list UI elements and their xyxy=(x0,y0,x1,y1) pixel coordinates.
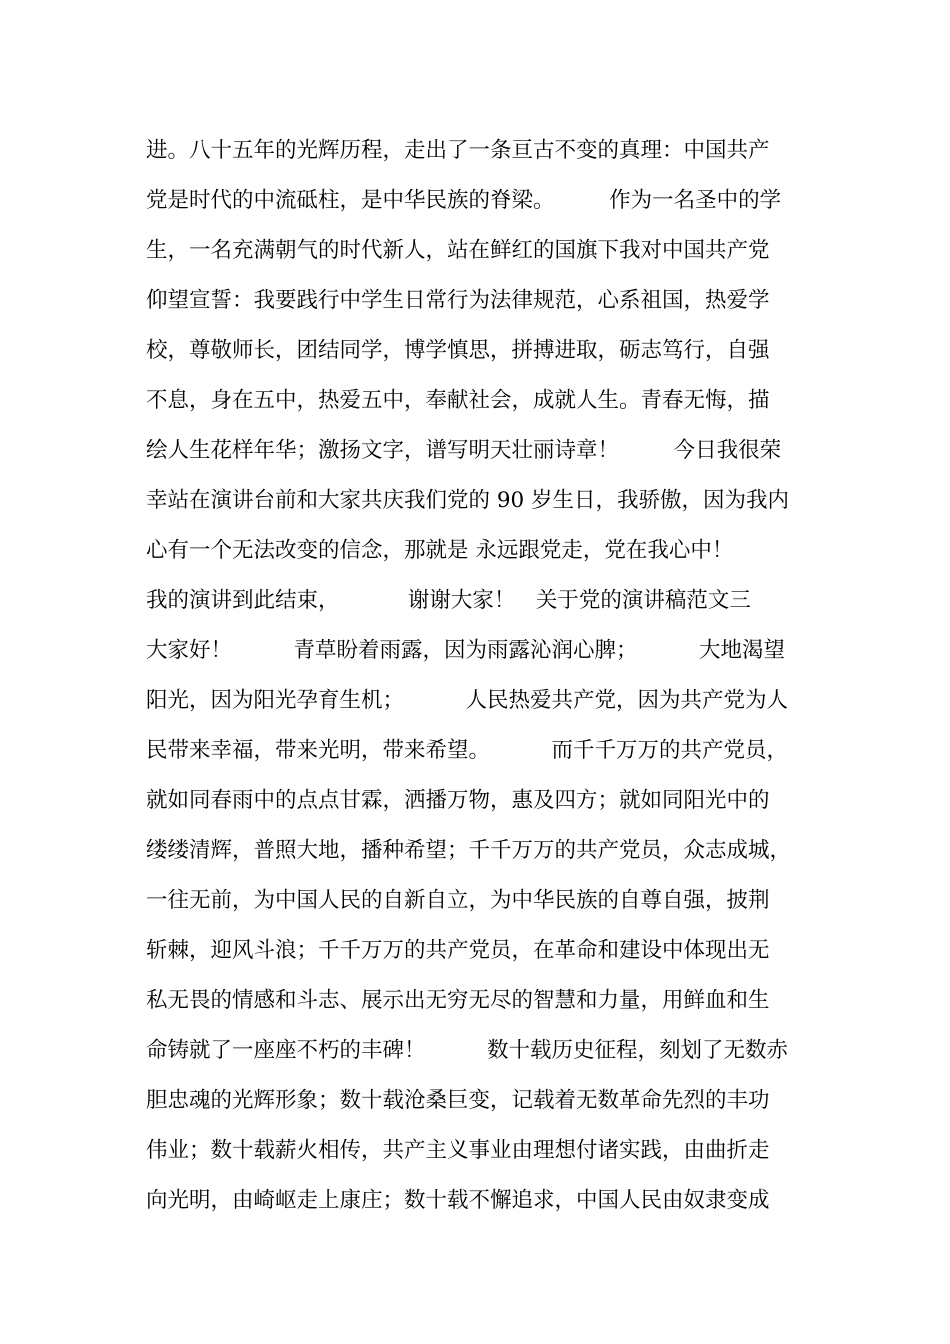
text-line: 命铸就了一座座不朽的丰碑！ 数十载历史征程，刻划了无数赤 xyxy=(146,1038,789,1063)
text-line: 伟业；数十载薪火相传，共产主义事业由理想付诸实践，由曲折走 xyxy=(146,1138,770,1163)
speech-body-text xyxy=(146,126,826,1226)
text-line: 幸站在演讲台前和大家共庆我们党的 90 岁生日，我骄傲，因为我内 xyxy=(146,488,790,513)
text-line: 仰望宣誓：我要践行中学生日常行为法律规范，心系祖国，热爱学 xyxy=(146,288,770,313)
text-line: 生，一名充满朝气的时代新人，站在鲜红的国旗下我对中国共产党 xyxy=(146,238,770,263)
text-line: 一往无前，为中国人民的自新自立，为中华民族的自尊自强，披荆 xyxy=(146,888,770,913)
text-line: 校，尊敬师长，团结同学，博学慎思，拼搏进取，砺志笃行，自强 xyxy=(146,338,770,363)
text-line: 大家好！ 青草盼着雨露，因为雨露沁润心脾； 大地渴望 xyxy=(146,638,786,663)
text-line: 不息，身在五中，热爱五中，奉献社会，成就人生。青春无悔，描 xyxy=(146,388,770,413)
text-line: 斩棘，迎风斗浪；千千万万的共产党员，在革命和建设中体现出无 xyxy=(146,938,770,963)
text-line: 进。八十五年的光辉历程，走出了一条亘古不变的真理：中国共产 xyxy=(146,138,770,163)
text-line: 就如同春雨中的点点甘霖，洒播万物，惠及四方；就如同阳光中的 xyxy=(146,788,770,813)
text-line: 向光明，由崎岖走上康庄；数十载不懈追求，中国人民由奴隶变成 xyxy=(146,1188,770,1213)
text-line: 党是时代的中流砥柱，是中华民族的脊梁。 作为一名圣中的学 xyxy=(146,188,782,213)
text-line: 阳光，因为阳光孕育生机； 人民热爱共产党，因为共产党为人 xyxy=(146,688,789,713)
text-line: 绘人生花样年华；激扬文字，谱写明天壮丽诗章！ 今日我很荣 xyxy=(146,438,782,463)
text-line: 私无畏的情感和斗志、展示出无穷无尽的智慧和力量，用鲜血和生 xyxy=(146,988,770,1013)
text-line: 民带来幸福，带来光明，带来希望。 而千千万万的共产党员， xyxy=(146,738,789,763)
text-line: 缕缕清辉，普照大地，播种希望；千千万万的共产党员，众志成城， xyxy=(146,838,792,863)
text-line: 心有一个无法改变的信念，那就是 永远跟党走，党在我心中！ xyxy=(146,538,734,563)
text-line: 我的演讲到此结束， 谢谢大家！ 关于党的演讲稿范文三 xyxy=(146,588,751,613)
text-line: 胆忠魂的光辉形象；数十载沧桑巨变，记载着无数革命先烈的丰功 xyxy=(146,1088,770,1113)
